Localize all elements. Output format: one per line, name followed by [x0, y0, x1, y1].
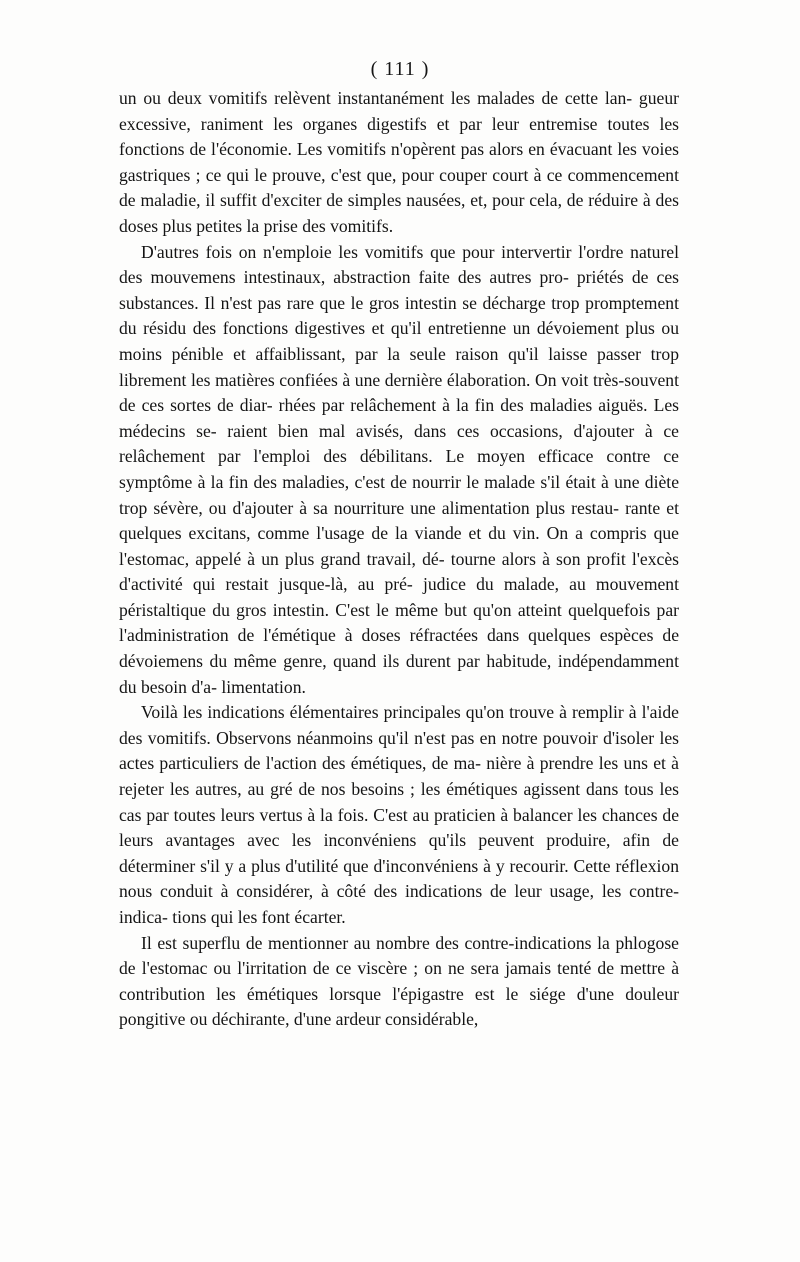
paragraph-4: Il est superflu de mentionner au nombre des contre-indications la phlogose de l'estomac ou l'irritation de ce viscère ; on ne sera jamais tenté de mettre à contribution les émétiques lorsque l'épigastre est le siége d'une douleur pongitive ou déchirante, d'une ardeur considérable,	[119, 932, 679, 1030]
body-text	[119, 86, 679, 1033]
page-number: ( 111 )	[370, 58, 430, 80]
paragraph-2: D'autres fois on n'emploie les vomitifs que pour intervertir l'ordre naturel des mouvemens intestinaux, abstraction faite des autres pro- priétés de ces substances. Il n'est pas rare que le gros intestin se décharge trop promptement du résidu des fonctions digestives et qu'il entretienne un dévoiement plus ou moins pénible et affaiblissant, par la seule raison qu'il laisse passer trop librement les matières confiées à une dernière élaboration. On voit très-souvent de ces sortes de diar- rhées par relâchement à la fin des maladies aiguës. Les médecins se- raient bien mal avisés, dans ces occasions, d'ajouter à ce relâchement par l'emploi des débilitans. Le moyen efficace contre ce symptôme à la fin des maladies, c'est de nourrir le malade s'il était à une diète trop sévère, ou d'ajouter à sa nourriture une alimentation plus restau- rante et quelques excitans, comme l'usage de la viande et du vin. On a compris que l'estomac, appelé à un plus grand travail, dé- tourne alors à son profit l'excès d'activité qui restait jusque-là, au pré- judice du malade, au mouvement péristaltique du gros intestin. C'est le même but qu'on atteint quelquefois par l'administration de l'émétique à doses réfractées dans quelques espèces de dévoiemens du même genre, quand ils durent par habitude, indépendamment du besoin d'a- limentation.	[119, 241, 679, 697]
paragraph-1: un ou deux vomitifs relèvent instantanément les malades de cette lan- gueur excessive, raniment les organes digestifs et par leur entremise toutes les fonctions de l'économie. Les vomitifs n'opèrent pas alors en évacuant les voies gastriques ; ce qui le prouve, c'est que, pour couper court à ce commencement de maladie, il suffit d'exciter de simples nausées, et, pour cela, de réduire à des doses plus petites la prise des vomitifs.	[119, 88, 679, 236]
paragraph-3: Voilà les indications élémentaires principales qu'on trouve à remplir à l'aide des vomitifs. Observons néanmoins qu'il n'est pas en notre pouvoir d'isoler les actes particuliers de l'action des émétiques, de ma- nière à prendre les uns et à rejeter les autres, au gré de nos besoins ; les émétiques agissent dans tous les cas par toutes leurs vertus à la fois. C'est au praticien à balancer les chances de leurs avantages avec les inconvéniens qu'ils peuvent produire, afin de déterminer s'il y a plus d'utilité que d'inconvéniens à y recourir. Cette réflexion nous conduit à considérer, à côté des indications de leur usage, les contre-indica- tions qui les font écarter.	[119, 702, 679, 927]
